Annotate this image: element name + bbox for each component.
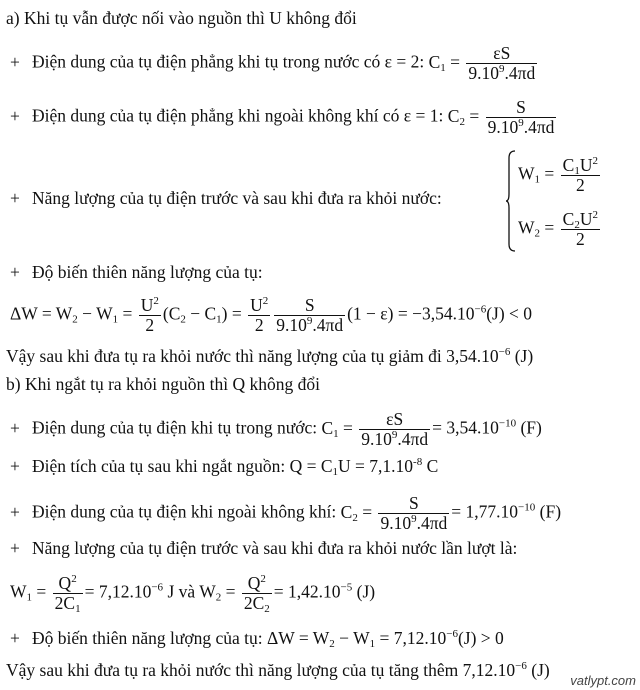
part-a-conclusion: Vậy sau khi đưa tụ ra khỏi nước thì năng lượng của tụ giảm đi $3,54.10^{-6}$ (J) <box>6 346 534 366</box>
part-b-item-2: + Điện tích của tụ sau khi ngắt nguồn: $Q = C_1U = 7,1.10^{-8}$ C <box>6 456 438 476</box>
system-brace <box>506 150 516 252</box>
item-text: Điện dung của tụ điện phẳng khi ngoài không khí có ε = 1: <box>32 105 444 126</box>
capacitance-fraction: $\frac{S}{9.10^9.4\pi d}$ <box>487 97 555 137</box>
energies-formula: $W_1$ = $\frac{Q^2}{2C_1}$ = $7,12.10^{-6}$ J và $W_2$ = $\frac{Q^2}{2C_2}$ = $1,42.10^{-5}$ (J) <box>10 573 376 615</box>
part-b-item-4 <box>6 538 517 558</box>
bullet: + <box>10 628 20 648</box>
part-a-item-4 <box>6 262 263 282</box>
item-text: Độ biến thiên năng lượng của tụ: <box>32 262 263 282</box>
bullet: + <box>10 417 20 438</box>
part-a-heading: a) Khi tụ vẫn được nối vào nguồn thì U không đổi <box>6 8 357 28</box>
part-a-item-3 <box>6 188 442 208</box>
bullet: + <box>10 538 20 558</box>
bullet: + <box>10 105 20 126</box>
bullet: + <box>10 51 20 72</box>
part-a-item-2 <box>6 98 558 137</box>
energy-w1: $W_1$ = $\frac{C_1U^2}{2}$ <box>518 155 598 195</box>
part-a-item-1 <box>6 44 539 83</box>
bullet: + <box>10 188 20 208</box>
watermark: vatlypt.com <box>570 673 636 688</box>
bullet: + <box>10 456 20 476</box>
energy-change-formula: $\Delta W = W_2 - W_1$ = $\frac{U^2}{2}$ $(C_2 - C_1)$ = $\frac{U^2}{2}$ $\frac{S}{9.10^9.4\pi d}$ $(1 - \varepsilon) = -3,54.10^{-6}(J) < 0$ <box>10 295 533 335</box>
item-text: Năng lượng của tụ điện trước và sau khi đưa ra khỏi nước lần lượt là: <box>32 538 518 558</box>
formula-lhs: $C_2$ = <box>447 105 480 128</box>
capacitance-fraction: $\frac{\varepsilon S}{9.10^9.4\pi d}$ <box>468 43 536 83</box>
formula-lhs: $C_1$ = <box>428 51 461 74</box>
bullet: + <box>10 501 20 522</box>
item-text: Điện dung của tụ điện khi tụ trong nước: <box>32 417 318 438</box>
part-b-item-5: + Độ biến thiên năng lượng của tụ: $\Delta W = W_2 - W_1 = 7,12.10^{-6}(J) > 0$ <box>6 628 504 648</box>
bullet: + <box>10 262 20 282</box>
item-text: Điện dung của tụ điện khi ngoài không khí: <box>32 501 337 522</box>
energy-w2: $W_2$ = $\frac{C_2U^2}{2}$ <box>518 209 598 249</box>
item-text: Điện dung của tụ điện phẳng khi tụ trong nước có ε = 2: <box>32 51 425 72</box>
part-b-heading: b) Khi ngắt tụ ra khỏi nguồn thì Q không đổi <box>6 374 321 394</box>
part-b-conclusion: Vậy sau khi đưa tụ ra khỏi nước thì năng lượng của tụ tăng thêm $7,12.10^{-6}$ (J) <box>6 660 550 680</box>
part-b-item-3: + Điện dung của tụ điện khi ngoài không khí: $C_2$ = $\frac{S}{9.10^9.4\pi d}$ = $1,77.10^{-10}$ (F) <box>6 494 561 533</box>
part-b-item-1: + Điện dung của tụ điện khi tụ trong nước: $C_1$ = $\frac{\varepsilon S}{9.10^9.4\pi d}$ = $3,54.10^{-10}$ (F) <box>6 410 542 449</box>
item-text: Năng lượng của tụ điện trước và sau khi đưa ra khỏi nước: <box>32 188 442 208</box>
